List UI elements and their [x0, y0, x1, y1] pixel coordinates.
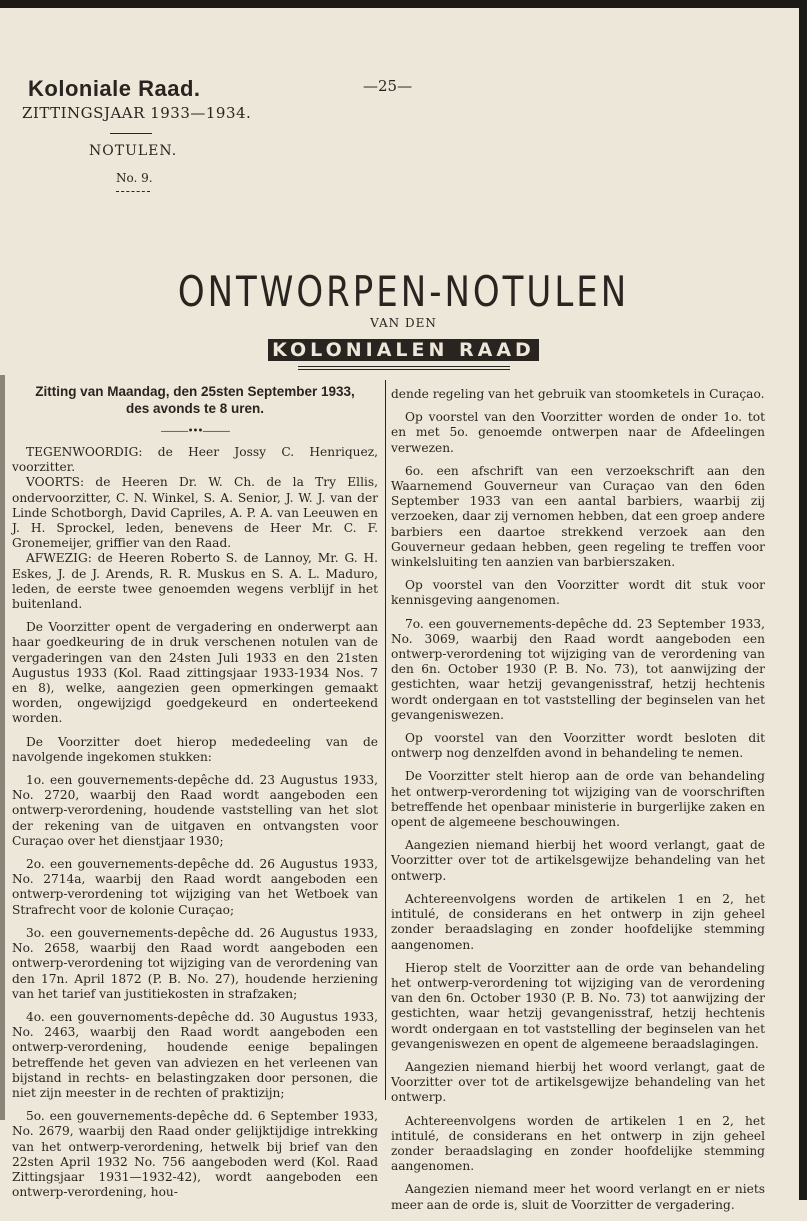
notulen-label: NOTULEN. — [89, 143, 178, 159]
item-6: 6o. een afschrift van een verzoekschrift aan den Waarnemend Gouverneur van Curaçao van den 6den September 1933 van een aantal barbiers, waarbij zij verzoeken, daar zij vernomen hebben, dat een groep andere barbiers een daartoe strekkend verzoek aan den Gouverneur gedaan hebben, geen regeling te treffen voor winkelsluiting ten aanzien van barbierszaken. — [391, 463, 765, 570]
masthead-rule-bottom — [298, 369, 510, 370]
masthead-raad-text: KOLONIALEN RAAD — [268, 339, 539, 361]
page-frame-right — [799, 0, 807, 1200]
item-3: 3o. een gouvernements-depêche dd. 26 Augustus 1933, No. 2658, waarbij den Raad wordt aangeboden een ontwerp-verordening tot wijziging van de verordening van den 17n. April 1872 (P. B. No. 27), houdende herziening van het tarief van justitiekosten in strafzaken; — [12, 925, 378, 1001]
right-column — [391, 387, 765, 1221]
paragraph-articles-2: Aangezien niemand hierbij het woord verlangt, gaat de Voorzitter over tot de artikelsgewijze behandeling van het ontwerp. — [391, 1059, 765, 1105]
paragraph-decision: Op voorstel van den Voorzitter wordt besloten dit ontwerp nog denzelfden avond in behandeling te nemen. — [391, 731, 765, 761]
item-2: 2o. een gouvernements-depêche dd. 26 Augustus 1933, No. 2714a, waarbij den Raad wordt aangeboden een ontwerp-verordening tot wijziging van het Wetboek van Strafrecht voor de kolonie Curaçao; — [12, 857, 378, 917]
attendance-absent: AFWEZIG: de Heeren Roberto S. de Lannoy, Mr. G. H. Eskes, J. de J. Arends, R. R. Muskus en S. A. L. Maduro, leden, de eerste twee genoemden wegens verblijf in het buitenland. — [12, 551, 378, 612]
paragraph-agenda-1: De Voorzitter stelt hierop aan de orde van behandeling het ontwerp-verordening tot wijziging van de voorschriften betreffende het openbaar ministerie in burgerlijke zaken en opent de algemeene beschouwingen. — [391, 769, 765, 830]
header-rule — [110, 133, 152, 134]
paragraph-incoming: De Voorzitter doet hierop mededeeling van de navolgende ingekomen stukken: — [12, 734, 378, 764]
session-year: ZITTINGSJAAR 1933—1934. — [22, 104, 252, 122]
header-rule-dashed — [116, 191, 150, 192]
ornament-divider: ———•••——— — [160, 426, 230, 437]
paragraph-adopted-2: Achtereenvolgens worden de artikelen 1 en 2, het intitulé, de considerans en het ontwerp in zijn geheel zonder beraadslaging en zonder hoofdelijke stemming aangenomen. — [391, 1113, 765, 1174]
item-1: 1o. een gouvernements-depêche dd. 23 Augustus 1933, No. 2720, waarbij den Raad wordt aangeboden een ontwerp-verordening, houdende vaststelling van het slot der rekening van de uitgaven en ontvangsten voor Curaçao over het dienstjaar 1930; — [12, 773, 378, 848]
item-5-continued: dende regeling van het gebruik van stoomketels in Curaçao. — [391, 387, 765, 401]
masthead-rule-top — [298, 366, 510, 367]
session-heading-line-1: Zitting van Maandag, den 25sten September 1933, — [35, 384, 355, 399]
issue-number: No. 9. — [116, 171, 153, 185]
column-divider — [385, 380, 386, 1100]
item-5: 5o. een gouvernements-depêche dd. 6 September 1933, No. 2679, waarbij den Raad onder gelijktijdige intrekking van het ontwerp-verordening, hetwelk bij brief van den 22sten April 1932 No. 756 aangeboden werd (Kol. Raad Zittingsjaar 1931—1932-42), wordt aangeboden een ontwerp-verordening, hou- — [12, 1109, 378, 1200]
page-number: —25— — [363, 77, 413, 95]
left-column — [12, 383, 378, 1208]
session-heading-line-2: des avonds te 8 uren. — [125, 401, 265, 416]
paragraph-agenda-2: Hierop stelt de Voorzitter aan de orde van behandeling het ontwerp-verordening tot wijziging van de verordening van den 6n. October 1930 (P. B. No. 73) tot aanwijzing der gestichten, waar hetzij gevangenisstraf, hetzij hechtenis wordt ondergaan en tot vaststelling der beginselen van het gevangeniswezen en opent de algemeene beraadslagingen. — [391, 960, 765, 1051]
page-frame-top — [0, 0, 807, 8]
paragraph-articles-1: Aangezien niemand hierbij het woord verlangt, gaat de Voorzitter over tot de artikelsgewijze behandeling van het ontwerp. — [391, 838, 765, 883]
paragraph-referral: Op voorstel van den Voorzitter worden de onder 1o. tot en met 5o. genoemde ontwerpen naar de Afdeelingen verwezen. — [391, 410, 765, 455]
binding-edge — [0, 375, 5, 1120]
item-7: 7o. een gouvernements-depêche dd. 23 September 1933, No. 3069, waarbij den Raad wordt aangeboden een ontwerp-verordening tot wijziging van de verordening van den 6n. October 1930 (P. B. No. 73), tot aanwijzing der gestichten, waar hetzij gevangenisstraf, hetzij hechtenis wordt ondergaan en tot vaststelling der beginselen van het gevangeniswezen. — [391, 616, 765, 722]
publication-title: Koloniale Raad. — [28, 76, 201, 101]
attendance-present: TEGENWOORDIG: de Heer Jossy C. Henriquez, voorzitter. — [12, 445, 378, 475]
masthead-raad — [0, 339, 807, 361]
paragraph-opening: De Voorzitter opent de vergadering en onderwerpt aan haar goedkeuring de in druk verschenen notulen van de vergaderingen van den 24sten Juli 1933 en den 21sten Augustus 1933 (Kol. Raad zittingsjaar 1933-1934 Nos. 7 en 8), welke, aangezien geen opmerkingen gemaakt worden, ongewijzigd goedgekeurd en onderteekend worden. — [12, 620, 378, 726]
attendance-others: VOORTS: de Heeren Dr. W. Ch. de la Try Ellis, ondervoorzitter, C. N. Winkel, S. A. Senior, J. W. J. van der Linde Schotborgh, David Capriles, A. P. A. van Leeuwen en J. H. Sprockel, leden, benevens de Heer Mr. C. F. Gronemeijer, griffier van den Raad. — [12, 475, 378, 551]
paragraph-closing: Aangezien niemand meer het woord verlangt en er niets meer aan de orde is, sluit de Voorzitter de vergadering. — [391, 1182, 765, 1212]
masthead-title: ONTWORPEN-NOTULEN — [177, 268, 630, 317]
paragraph-acknowledged: Op voorstel van den Voorzitter wordt dit stuk voor kennisgeving aangenomen. — [391, 578, 765, 608]
paragraph-adopted-1: Achtereenvolgens worden de artikelen 1 en 2, het intitulé, de considerans en het ontwerp in zijn geheel zonder beraadslaging en zonder hoofdelijke stemming aangenomen. — [391, 891, 765, 952]
item-4: 4o. een gouvernoments-depêche dd. 30 Augustus 1933, No. 2463, waarbij den Raad wordt aangeboden een ontwerp-verordening, houdende eenige bepalingen betreffende het geven van adviezen en het verleenen van bijstand in rechts- en belastingzaken door personen, die niet zijn meester in de rechten of praktizijn; — [12, 1009, 378, 1100]
masthead-van-den: VAN DEN — [370, 316, 437, 330]
